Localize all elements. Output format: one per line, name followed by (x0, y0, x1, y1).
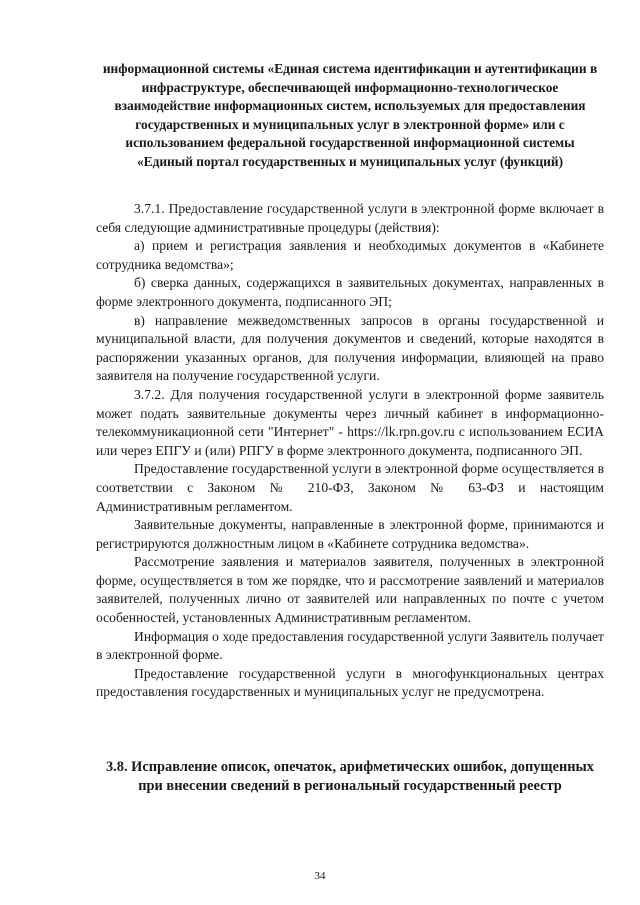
paragraph-legal-basis: Предоставление государственной услуги в электронной форме осуществляется в соответствии с Законом № 210-ФЗ, Законом № 63-ФЗ и настоящим Административным регламентом. (96, 461, 604, 514)
paragraph-consideration: Рассмотрение заявления и материалов заявителя, полученных в электронной форме, осуществляется в том же порядке, что и рассмотрение заявлений и материалов заявителей, полученных лично от заявителей или направленных по почте с учетом особенностей, установленных Административным регламентом. (96, 554, 604, 626)
paragraph-item-b: б) сверка данных, содержащихся в заявительных документах, направленных в форме электронного документа, подписанного ЭП; (96, 275, 604, 309)
paragraph-3-7-1: 3.7.1. Предоставление государственной услуги в электронной форме включает в себя следующие административные процедуры (действия): (96, 201, 604, 235)
paragraph-item-a: а) прием и регистрация заявления и необходимых документов в «Кабинете сотрудника ведомства»; (96, 238, 604, 272)
document-body (96, 200, 604, 702)
section-heading-continued: информационной системы «Единая система идентификации и аутентификации в инфраструктуре, обеспечивающей информационно-технологическое взаимодействие информационных систем, используемых для предоставления государственных и муниципальных услуг в электронной форме» или с использованием федеральной государственной информационной системы «Единый портал государственных и муниципальных услуг (функций) (102, 61, 598, 169)
paragraph-registration: Заявительные документы, направленные в электронной форме, принимаются и регистрируются должностным лицом в «Кабинете сотрудника ведомства». (96, 517, 604, 551)
paragraph-3-7-2: 3.7.2. Для получения государственной услуги в электронной форме заявитель может подать заявительные документы через личный кабинет в информационно-телекоммуникационной сети "Интернет" - https://lk.rpn.gov.ru с использованием ЕСИА или через ЕПГУ и (или) РПГУ в форме электронного документа, подписанного ЭП. (96, 386, 604, 458)
section-heading-3-8: 3.8. Исправление описок, опечаток, арифметических ошибок, допущенных при внесении сведений в региональный государственный реестр (105, 759, 594, 794)
paragraph-mfc: Предоставление государственной услуги в многофункциональных центрах предоставления государственных и муниципальных услуг не предусмотрена. (96, 665, 604, 700)
paragraph-progress-info: Информация о ходе предоставления государственной услуги Заявитель получает в электронной форме. (96, 628, 604, 663)
paragraph-item-v: в) направление межведомственных запросов в органы государственной и муниципальной власти, для получения документов и сведений, которые находятся в распоряжении указанных органов, для получения информации, влияющей на право заявителя на получение государственной услуги. (96, 312, 604, 384)
page-number: 34 (314, 870, 326, 882)
